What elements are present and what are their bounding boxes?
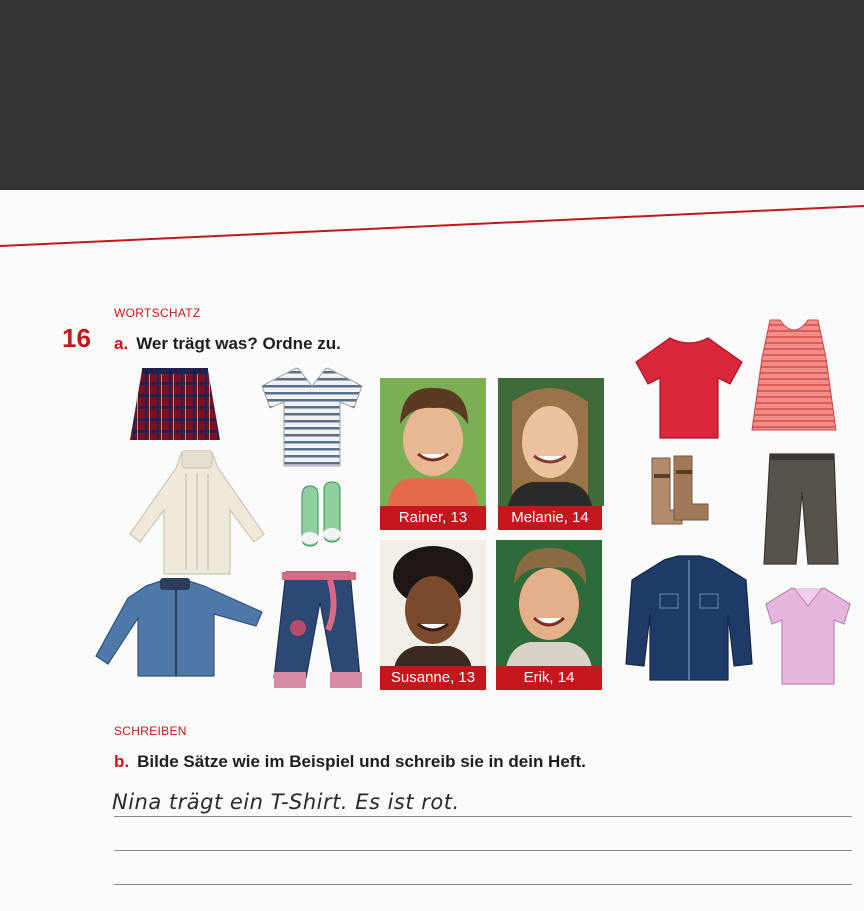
example-sentence: Nina trägt ein T-Shirt. Es ist rot. bbox=[112, 790, 460, 814]
plaid-skirt-icon bbox=[128, 366, 222, 444]
red-tshirt-icon bbox=[634, 334, 744, 440]
section-label-wortschatz: WORTSCHATZ bbox=[114, 306, 201, 320]
denim-jacket-icon bbox=[624, 554, 754, 684]
task-a-text: Wer trägt was? Ordne zu. bbox=[136, 334, 341, 353]
task-b-instruction bbox=[114, 752, 586, 772]
writing-line-3 bbox=[114, 884, 852, 885]
red-header-rule bbox=[0, 0, 864, 260]
task-b-text: Bilde Sätze wie im Beispiel und schreib sie in dein Heft. bbox=[137, 752, 586, 771]
section-label-schreiben: SCHREIBEN bbox=[114, 724, 187, 738]
task-a-instruction bbox=[114, 334, 341, 354]
name-tag-erik: Erik, 14 bbox=[496, 666, 602, 690]
photo-erik bbox=[496, 540, 602, 668]
task-a-letter: a. bbox=[114, 334, 129, 353]
pink-blouse-icon bbox=[764, 584, 852, 686]
name-tag-susanne: Susanne, 13 bbox=[380, 666, 486, 690]
photo-susanne bbox=[380, 540, 486, 668]
writing-line-2 bbox=[114, 850, 852, 851]
grey-trousers-icon bbox=[762, 452, 842, 566]
task-b-letter: b. bbox=[114, 752, 130, 771]
green-sneakers-icon bbox=[296, 480, 348, 548]
patched-jeans-icon bbox=[268, 568, 368, 690]
exercise-number: 16 bbox=[62, 323, 91, 353]
boots-icon bbox=[648, 454, 712, 526]
cream-sweater-icon bbox=[124, 450, 270, 576]
name-tag-melanie: Melanie, 14 bbox=[498, 506, 602, 530]
striped-tank-top-icon bbox=[750, 318, 838, 436]
writing-line-1 bbox=[114, 816, 852, 817]
striped-polo-shirt-icon bbox=[258, 364, 366, 468]
photo-rainer bbox=[380, 378, 486, 506]
name-tag-rainer: Rainer, 13 bbox=[380, 506, 486, 530]
blue-fleece-jacket-icon bbox=[94, 578, 266, 680]
photo-melanie bbox=[498, 378, 604, 506]
